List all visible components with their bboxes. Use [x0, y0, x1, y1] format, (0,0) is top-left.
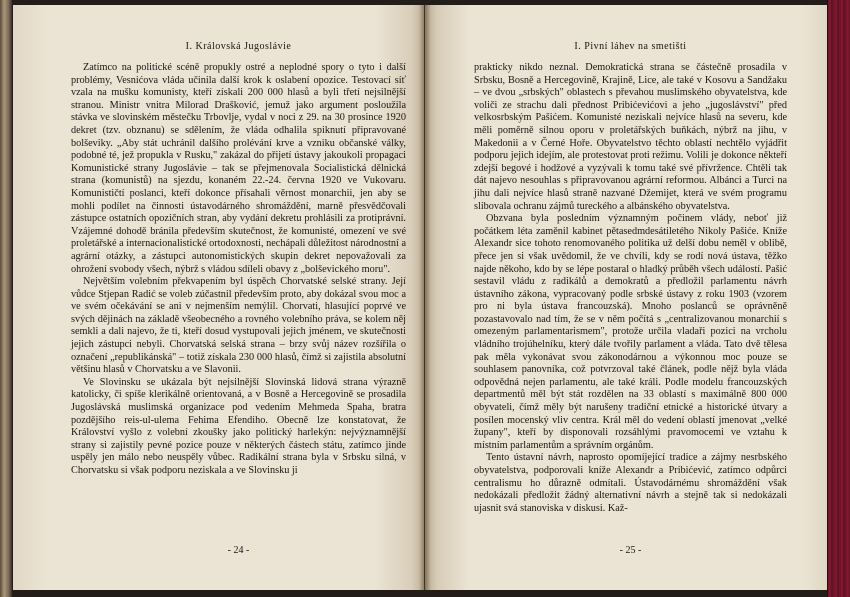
left-running-header: I. Královská Jugoslávie [185, 41, 292, 52]
right-paragraph-1: prakticky nikdo neznal. Demokratická strana se částečně prosadila v Srbsku, Bosně a Hercegovině, Krajině, Lice, ale také v Kosovu a Sandžaku – ve dvou „srbských" oblastech s převahou muslimského obyvatelstva, kde voliči ze strachu dali přednost Pribićevićovi a jeho „jugoslávství" před velkosrbským Pašićem. Komunisté neziskali nejvíce hlasů na severu, kde měli poměrně silnou oporu v proletářských buňkách, nýbrž na jihu, v Makedonii a v Černé Hoře. Obyvatelstvo těchto oblastí nechtělo vyjádřit podporu jejich idejím, ale protestovat proti režimu. Volili je dokonce někteří zdejší begové i hodžové a vyzývali k tomu také své přívržence. Chtěli tak dát najevo nesouhlas s připravovanou agrární reformou. Albánci a Turci na jihu dali nejvíce hlasů straně nazvané Džemijet, která ve svém programu slibovala ochranu zájmů tureckého a albánského obyvatelstva. [474, 62, 787, 212]
left-paragraph-1: Zatímco na politické scéně propukly ostré a neplodné spory o tyto i další problémy, Vesnićova vláda učinila další krok k oslabení opozice. Testovací síť vzala na mušku komunisty, kteří získali 200 000 hlasů a byli třetí nejsilnější stranou. Ministr vnitra Milorad Drašković, jemuž jako argument posloužila stávka ve slovinském městečku Trbovlje, vydal v noci z 29. na 30 prosince 1920 dekret (tzv. obznanu) se sdělením, že vláda odhalila spiknutí připravované bolševiky. „Aby stát uchránil dalšího prolévání krve a vzniku občanské války, podobné té, jež propukla v Rusku," zakázal do přijetí ústavy jakoukoli propagaci Komunistické strany Jugoslávie – tak se přejmenovala Socialistická dělnická strana (komunistů) na sjezdu, konaném 22.-24. června 1920 ve Vukovaru. Komunističtí poslanci, kteří dokonce přísahali věrnost monarchii, jen aby se mohli podílet na činnosti ústavodárného shromáždění, marně přesvědčovali zástupce ostatních opozičních stran, aby vydání dekretu prohlásili za protiprávní. Vzájemné dohodě bránila především skutečnost, že komunisté, omezení ve své proletářské a internacionalistické ortodoxnosti, nechápali důležitost národnostní a agrární otázky, a zástupci autonomistických skupin dekret nepovažovali za ohrožení svobody všech, nýbrž s vládou sdíleli obavy z „bolševického moru". [71, 62, 406, 275]
right-paragraph-2: Obzvana byla posledním významným počinem vlády, neboť již počátkem léta zaměnil kabinet pětasedmdesátiletého Nikoly Pašiće. Kníže Alexandr sice tohoto renomovaného politika už delší dobu neměl v oblibě, přece jen si však uvědomil, že ve chvíli, kdy se rodí nová ústava, těžko najde někoho, kdo by se lépe postaral o hladký průběh všech událostí. Pašić sestavil vládu z radikálů a demokratů a předložil parlamentu návrh ústavního zákona, vypracovaný podle srbské ústavy z roku 1903 (vzorem pro ni byla ústava francouzská). Mnoho poslanců se oprávněně pozastavovalo nad tím, že se v něm počítá s „centralizovanou monarchií s omezeným parlamentarismem", protože určila vladaři pozici na vrcholu vládního trojúhelníku, který dále tvořily parlament a vláda. Tato dvě tělesa pak měla vykonávat svou zákonodárnou a výkonnou moc pouze se souhlasem panovníka, což potvrzoval také článek, podle nějž byla vláda odpovědná nejen parlamentu, ale také králi. Podle modelu francouzských departmentů měl být stát rozdělen na 33 oblastí s maximálně 800 000 obyvateli, čímž měly být narušeny tradiční etnické a historické útvary a posílen mocenský vliv centra. Král měl do vedení oblastí jmenovat „velké župany", kteří by disponovali rozsáhlými pravomocemi ve vztahu k místním parlamentům a správním orgánům. [474, 213, 787, 451]
left-paragraph-3: Ve Slovinsku se ukázala být nejsilnější Slovinská lidová strana výrazně katolicky, či spíše klerikálně orientovaná, a v Bosně a Hercegovině se prosadila Jugoslávská muslimská organizace pod vedením Mehmeda Spaha, bratra pozdějšího reis-ul-ulema Fehima Efendiho. Obecně lze konstatovat, že Království vyšlo z volební zkoušky jako politický harlekýn: nejvýznamnější strany si zajistily pevné pozice pouze v některých částech státu, zatímco jinde uspěly jen málo nebo neuspěly vůbec. Radikální strana byla v Srbsku silná, v Chorvatsku si však podporu neziskala a ve Slovinsku ji [71, 376, 406, 476]
left-paragraph-2: Největším volebním překvapením byl úspěch Chorvatské selské strany. Její vůdce Stjepan Radić se voleb zúčastnil především proto, aby dokázal svou moc a ve svém očekávání se ani v nejmenším nemýlil. Chorvati, hlasující poprvé ve svých dějinách na základě všeobecného a rovného volebního práva, se kolem něj semkli a dali najevo, že ti, kteří dosud vystupovali jejich jménem, ve skutečnosti jejich zástupci nebyli. Chorvatská selská strana – brzy svůj název rozšířila o označení „republikánská" – totiž získala 230 000 hlasů, čímž si zajistila absolutní většinu hlasů v Chorvatsku a ve Slavonii. [71, 276, 406, 376]
right-page-body [474, 62, 787, 515]
right-running-header: I. Pivní láhev na smetišti [574, 41, 687, 52]
right-paragraph-3: Tento ústavní návrh, naprosto opomíjející tradice a zájmy nesrbského obyvatelstva, podporovali kníže Alexandr a Pribićević, zatímco odpůrci centralismu ho důrazně odmítali. Ústavodárnému shromáždění však nedokázali předložit žádný alternativní návrh a stejně tak si nedokázali ujasnit svá stanoviska v diskusi. Kaž- [474, 452, 787, 514]
right-page [425, 5, 827, 590]
right-page-number: - 25 - [619, 545, 642, 556]
left-page [13, 5, 424, 590]
book-cover-edge [827, 0, 850, 597]
left-page-block-edge [0, 0, 12, 597]
left-page-number: - 24 - [227, 545, 250, 556]
left-page-body [71, 62, 406, 478]
